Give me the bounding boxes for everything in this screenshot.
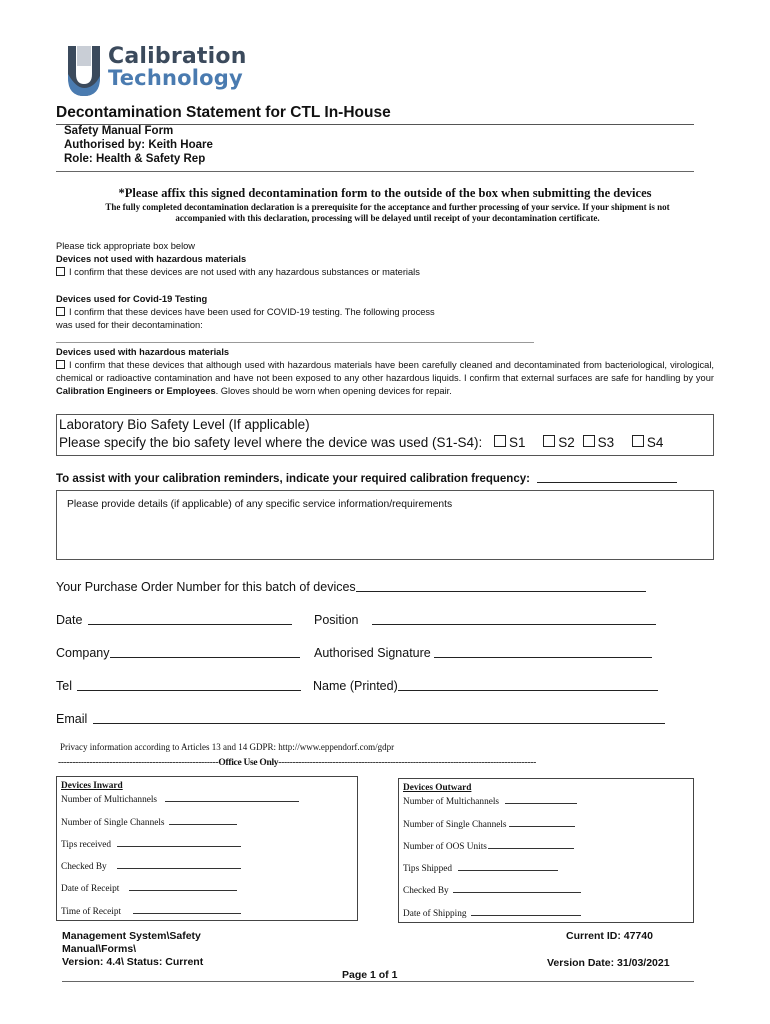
position-row [314, 612, 656, 627]
s2-label: S2 [558, 435, 575, 450]
not-hazardous-text: I confirm that these devices are not used with any hazardous substances or materials [69, 267, 420, 277]
office-use-label: Office Use Only [218, 758, 279, 768]
document-title: Decontamination Statement for CTL In-House [56, 104, 694, 125]
inward-row-date [61, 881, 237, 894]
outward-oos-field[interactable] [488, 839, 574, 849]
header-divider [56, 171, 694, 172]
logo-text-calibration: Calibration [108, 44, 247, 69]
outward-row-tips [403, 861, 558, 874]
role: Role: Health & Safety Rep [64, 153, 206, 165]
inward-multichannels-field[interactable] [165, 792, 299, 802]
inward-tips-label: Tips received [61, 840, 112, 850]
frequency-label: To assist with your calibration reminders, indicate your required calibration frequency: [56, 473, 530, 485]
tick-intro: Please tick appropriate box below [56, 241, 196, 251]
section-hazardous [56, 359, 714, 398]
inward-row-checked [61, 859, 241, 872]
calibration-frequency [56, 470, 677, 485]
outward-row-oos [403, 839, 574, 852]
outward-oos-label: Number of OOS Units [403, 842, 487, 852]
tel-row [56, 678, 301, 693]
covid-text-1: I confirm that these devices have been used for COVID-19 testing. The following process [69, 307, 435, 317]
footer-path-1: Management System\Safety [62, 930, 201, 942]
prereq-line-2: accompanied with this declaration, processing will be delayed until receipt of your decontamination certificate. [175, 213, 600, 223]
signature-field[interactable] [434, 645, 652, 658]
inward-checked-field[interactable] [117, 859, 241, 869]
s3-checkbox[interactable] [583, 435, 595, 447]
authorised-by: Authorised by: Keith Hoare [64, 139, 213, 151]
inward-date-label: Date of Receipt [61, 884, 120, 894]
signature-label: Authorised Signature [314, 646, 431, 660]
outward-row-shipping [403, 906, 581, 919]
name-field[interactable] [398, 678, 658, 691]
company-logo [64, 44, 247, 100]
outward-checked-label: Checked By [403, 886, 449, 896]
inward-multichannels-label: Number of Multichannels [61, 795, 158, 805]
inward-time-label: Time of Receipt [61, 907, 122, 917]
section-not-hazardous-title: Devices not used with hazardous materials [56, 254, 247, 264]
outward-row-checked [403, 883, 581, 896]
prereq-line-1: The fully completed decontamination declaration is a prerequisite for the acceptance and further processing of your service. If your shipment is not [105, 202, 670, 212]
devices-inward-box [56, 776, 358, 921]
outward-multichannels-field[interactable] [505, 794, 577, 804]
po-number-field[interactable] [356, 579, 646, 592]
option-s2[interactable] [543, 435, 575, 450]
inward-row-single [61, 815, 237, 828]
option-s1[interactable] [494, 435, 526, 450]
option-s4[interactable] [632, 435, 664, 450]
frequency-field[interactable] [537, 470, 677, 483]
office-use-divider [58, 758, 536, 768]
privacy-notice: Privacy information according to Articles 13 and 14 GDPR: http://www.eppendorf.com/gdpr [60, 742, 395, 752]
bio-safety-question [59, 435, 663, 450]
tel-label: Tel [56, 679, 72, 693]
name-row [313, 678, 658, 693]
covid-text-2: was used for their decontamination: [56, 320, 203, 330]
bio-safety-box [56, 414, 714, 456]
inward-single-field[interactable] [169, 815, 237, 825]
footer-divider [62, 981, 694, 982]
company-row [56, 645, 300, 660]
email-label: Email [56, 712, 88, 726]
covid-checkbox[interactable] [56, 307, 65, 316]
outward-shipping-field[interactable] [471, 906, 581, 916]
inward-checked-label: Checked By [61, 862, 107, 872]
outward-title: Devices Outward [403, 783, 472, 793]
s4-checkbox[interactable] [632, 435, 644, 447]
footer-path-2: Manual\Forms\ [62, 943, 137, 955]
position-label: Position [314, 613, 359, 627]
hazardous-text-a: I confirm that these devices that although used with hazardous materials have been carefully cleaned and decontaminated from bacteriological, virological, chemical or radioactive contamination and have not been exposed to any other hazardous liquids. I confirm that external surfaces are safe for handling by your [56, 360, 714, 383]
footer-version: Version: 4.4\ Status: Current [62, 956, 204, 968]
po-number-row [56, 579, 646, 594]
current-id: Current ID: 47740 [566, 930, 653, 942]
hazardous-checkbox[interactable] [56, 360, 65, 369]
affix-notice: *Please affix this signed decontamination form to the outside of the box when submitting the devices [118, 186, 652, 200]
section-covid [56, 306, 435, 319]
inward-date-field[interactable] [129, 881, 237, 891]
page-number: Page 1 of 1 [342, 969, 398, 981]
inward-single-label: Number of Single Channels [61, 818, 165, 828]
service-details-box[interactable] [56, 490, 714, 560]
section-hazardous-title: Devices used with hazardous materials [56, 347, 230, 357]
outward-shipping-label: Date of Shipping [403, 909, 467, 919]
position-field[interactable] [372, 612, 656, 625]
inward-row-multichannels [61, 792, 299, 805]
bio-safety-title: Laboratory Bio Safety Level (If applicable) [59, 417, 310, 432]
hazardous-text-bold: Calibration Engineers or Employees [56, 386, 216, 396]
outward-single-label: Number of Single Channels [403, 820, 507, 830]
s2-checkbox[interactable] [543, 435, 555, 447]
date-label: Date [56, 613, 83, 627]
s3-label: S3 [597, 435, 615, 450]
logo-text-technology: Technology [108, 66, 243, 90]
devices-outward-box [398, 778, 694, 923]
outward-row-multichannels [403, 794, 577, 807]
s4-label: S4 [646, 435, 664, 450]
outward-multichannels-label: Number of Multichannels [403, 797, 500, 807]
inward-row-time [61, 904, 241, 917]
inward-row-tips [61, 837, 241, 850]
bio-safety-prompt: Please specify the bio safety level where the device was used (S1-S4): [59, 435, 483, 450]
date-row [56, 612, 292, 627]
section-covid-title: Devices used for Covid-19 Testing [56, 294, 208, 304]
form-type: Safety Manual Form [64, 125, 174, 137]
covid-process-line[interactable] [56, 342, 534, 343]
name-label: Name (Printed) [313, 679, 398, 693]
po-number-label: Your Purchase Order Number for this batch of devices [56, 580, 356, 594]
signature-row [314, 645, 652, 660]
company-field[interactable] [110, 645, 300, 658]
inward-title: Devices Inward [61, 781, 123, 791]
outward-tips-field[interactable] [458, 861, 558, 871]
office-dashes-right: ------------------------------------------------------------------------------------------ [278, 758, 536, 768]
email-field[interactable] [93, 711, 665, 724]
option-s3[interactable] [583, 435, 615, 450]
section-not-hazardous [56, 266, 420, 279]
prerequisite-notice [50, 202, 725, 224]
office-dashes-left: -------------------------------------------------------- [58, 758, 219, 768]
logo-mark-icon [64, 44, 104, 98]
date-field[interactable] [88, 612, 292, 625]
s1-checkbox[interactable] [494, 435, 506, 447]
email-row [56, 711, 665, 726]
s1-label: S1 [509, 435, 526, 450]
inward-tips-field[interactable] [117, 837, 241, 847]
footer-left [62, 930, 203, 969]
document-meta [64, 124, 213, 166]
hazardous-text-b: . Gloves should be worn when opening devices for repair. [215, 386, 452, 396]
company-label: Company [56, 646, 110, 660]
version-date: Version Date: 31/03/2021 [547, 957, 670, 969]
outward-checked-field[interactable] [453, 883, 581, 893]
service-details-placeholder: Please provide details (if applicable) of any specific service information/requirements [67, 499, 453, 510]
outward-tips-label: Tips Shipped [403, 864, 452, 874]
outward-row-single [403, 817, 575, 830]
not-hazardous-checkbox[interactable] [56, 267, 65, 276]
outward-single-field[interactable] [509, 817, 575, 827]
tel-field[interactable] [77, 678, 301, 691]
inward-time-field[interactable] [133, 904, 241, 914]
